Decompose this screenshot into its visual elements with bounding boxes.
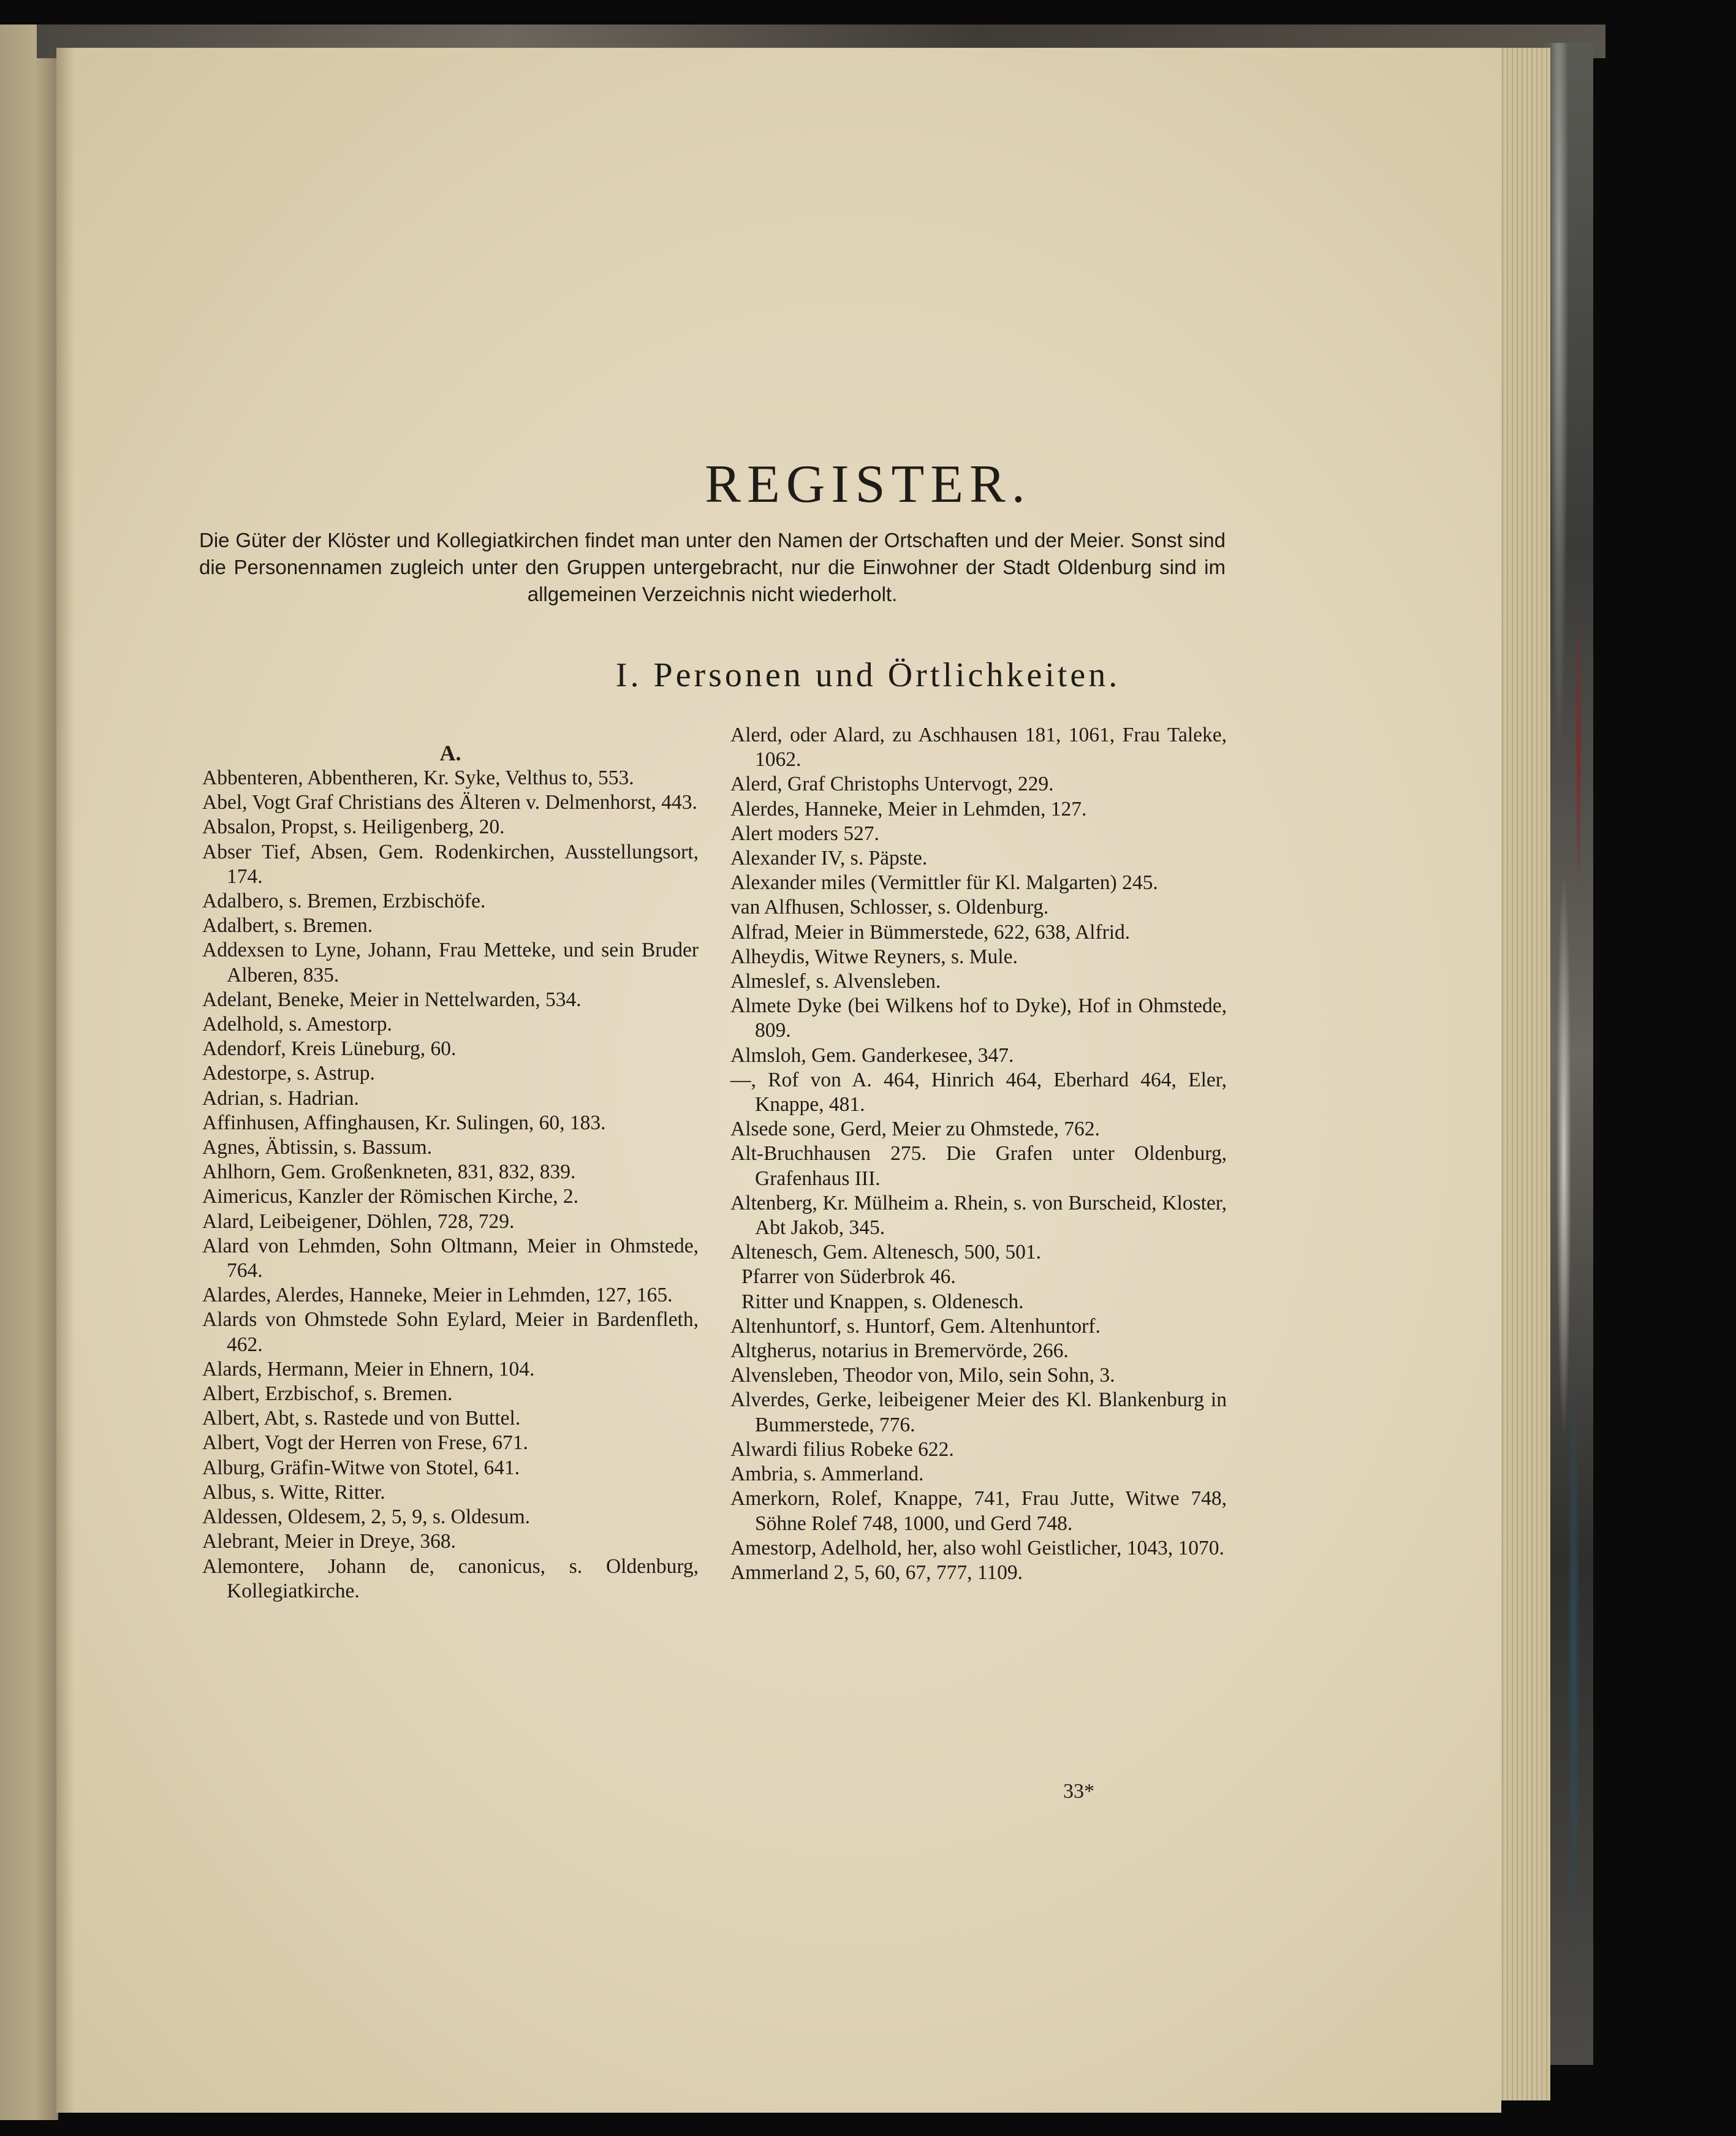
index-entry: Alvensleben, Theodor von, Milo, sein Sohn, 3.: [730, 1364, 1115, 1387]
index-entry: Alard, Leibeigener, Döhlen, 728, 729.: [202, 1210, 515, 1233]
page-number: 33*: [1063, 1780, 1094, 1803]
index-entry: Adelant, Beneke, Meier in Nettelwarden, 534.: [202, 988, 582, 1011]
index-entry: Alardes, Alerdes, Hanneke, Meier in Lehmden, 127, 165.: [202, 1284, 673, 1307]
index-entry: Abser Tief, Absen, Gem. Rodenkirchen, Ausstellungsort, 174.: [202, 840, 699, 888]
index-entry: Alards, Hermann, Meier in Ehnern, 104.: [202, 1357, 535, 1380]
index-entry: Alerd, Graf Christophs Untervogt, 229.: [730, 773, 1054, 796]
index-entry: Adelhold, s. Amestorp.: [202, 1013, 392, 1036]
index-entry: Alerdes, Hanneke, Meier in Lehmden, 127.: [730, 797, 1087, 820]
index-entry: Albert, Erzbischof, s. Bremen.: [202, 1382, 453, 1406]
index-entry: Alexander IV, s. Päpste.: [730, 847, 928, 870]
index-entry: Ahlhorn, Gem. Großenkneten, 831, 832, 839.: [202, 1161, 576, 1184]
index-entry: Alard von Lehmden, Sohn Oltmann, Meier in Ohmstede, 764.: [202, 1234, 699, 1282]
index-entry: Albus, s. Witte, Ritter.: [202, 1480, 385, 1504]
index-entry: Agnes, Äbtissin, s. Bassum.: [202, 1136, 433, 1159]
marbled-cover-edge: [1544, 43, 1593, 2065]
index-entry: Almete Dyke (bei Wilkens hof to Dyke), Hof in Ohmstede, 809.: [730, 994, 1227, 1042]
index-subentry: Pfarrer von Süderbrok 46.: [741, 1265, 956, 1289]
index-entry: —, Rof von A. 464, Hinrich 464, Eberhard 464, Eler, Knappe, 481.: [730, 1068, 1227, 1116]
index-entry: Adendorf, Kreis Lüneburg, 60.: [202, 1037, 457, 1061]
page-gutter-shadow: [56, 48, 75, 2113]
index-entry: Aldessen, Oldesem, 2, 5, 9, s. Oldesum.: [202, 1505, 531, 1529]
index-entry: Altenberg, Kr. Mülheim a. Rhein, s. von Burscheid, Kloster, Abt Jakob, 345.: [730, 1191, 1227, 1240]
index-entry: Absalon, Propst, s. Heiligenberg, 20.: [202, 816, 505, 839]
intro-paragraph: Die Güter der Klöster und Kollegiatkirchen findet man unter den Namen der Ortschaften und der Meier. Sonst sind die Personennamen zugleich unter den Gruppen untergebracht, nur die Einwohner der Stadt Oldenburg sind im allgemeinen Verzeichnis nicht wiederholt.: [199, 529, 1226, 605]
index-entry: Abbenteren, Abbentheren, Kr. Syke, Velthus to, 553.: [202, 767, 634, 789]
index-entry: Albert, Vogt der Herren von Frese, 671.: [202, 1431, 528, 1455]
index-entry: Altgherus, notarius in Bremervörde, 266.: [730, 1339, 1069, 1363]
index-entry: Almeslef, s. Alvensleben.: [730, 970, 941, 993]
index-entry: Altenesch, Gem. Altenesch, 500, 501.: [730, 1241, 1042, 1264]
index-entry: Alexander miles (Vermittler für Kl. Malgarten) 245.: [730, 871, 1158, 895]
index-entry: Aimericus, Kanzler der Römischen Kirche, 2.: [202, 1185, 578, 1208]
right-column: [730, 723, 1227, 1585]
index-entry: Adestorpe, s. Astrup.: [202, 1062, 375, 1085]
index-entry: van Alfhusen, Schlosser, s. Oldenburg.: [730, 896, 1049, 919]
index-entry: Almsloh, Gem. Ganderkesee, 347.: [730, 1043, 1014, 1067]
index-entry: Alheydis, Witwe Reyners, s. Mule.: [730, 945, 1018, 968]
index-entry: Alfrad, Meier in Bümmerstede, 622, 638, Alfrid.: [730, 920, 1131, 944]
index-entry: Alverdes, Gerke, leibeigener Meier des Kl. Blankenburg in Bummerstede, 776.: [730, 1388, 1227, 1436]
book-cover-left: [0, 25, 58, 2120]
index-entry: Addexsen to Lyne, Johann, Frau Metteke, und sein Bruder Alberen, 835.: [202, 939, 699, 987]
index-entry: Adalbero, s. Bremen, Erzbischöfe.: [202, 890, 486, 913]
index-subentry: Ritter und Knappen, s. Oldenesch.: [741, 1290, 1024, 1313]
index-entry: Abel, Vogt Graf Christians des Älteren v. Delmenhorst, 443.: [202, 791, 697, 814]
index-entry: Alerd, oder Alard, zu Aschhausen 181, 1061, Frau Taleke, 1062.: [730, 724, 1227, 771]
index-entry: Ammerland 2, 5, 60, 67, 777, 1109.: [730, 1561, 1023, 1584]
left-column: [202, 723, 699, 1604]
index-entry: Ambria, s. Ammerland.: [730, 1463, 924, 1486]
index-entry: Alemontere, Johann de, canonicus, s. Oldenburg, Kollegiatkirche.: [202, 1555, 699, 1602]
index-entry: Alert moders 527.: [730, 822, 879, 845]
index-entry: Alburg, Gräfin-Witwe von Stotel, 641.: [202, 1456, 520, 1479]
index-entry: Albert, Abt, s. Rastede und von Buttel.: [202, 1407, 521, 1430]
index-entry: Amestorp, Adelhold, her, also wohl Geistlicher, 1043, 1070.: [730, 1536, 1224, 1559]
index-entry: Alt-Bruchhausen 275. Die Grafen unter Oldenburg, Grafenhaus III.: [730, 1142, 1227, 1190]
index-entry: Adalbert, s. Bremen.: [202, 914, 373, 937]
index-entry: Alebrant, Meier in Dreye, 368.: [202, 1530, 456, 1553]
index-entry: Alwardi filius Robeke 622.: [730, 1437, 954, 1461]
index-entry: Affinhusen, Affinghausen, Kr. Sulingen, 60, 183.: [202, 1111, 606, 1134]
index-entry: Altenhuntorf, s. Huntorf, Gem. Altenhuntorf.: [730, 1314, 1101, 1338]
index-entry: Alsede sone, Gerd, Meier zu Ohmstede, 762.: [730, 1118, 1100, 1141]
section-heading: I. Personen und Örtlichkeiten.: [615, 656, 1121, 694]
page-title: REGISTER.: [705, 455, 1031, 514]
index-entry: Amerkorn, Rolef, Knappe, 741, Frau Jutte, Witwe 748, Söhne Rolef 748, 1000, und Gerd 748.: [730, 1487, 1227, 1535]
index-entry: Alards von Ohmstede Sohn Eylard, Meier in Bardenfleth, 462.: [202, 1308, 699, 1356]
index-entry: Adrian, s. Hadrian.: [202, 1086, 359, 1110]
letter-heading: A.: [439, 741, 461, 765]
